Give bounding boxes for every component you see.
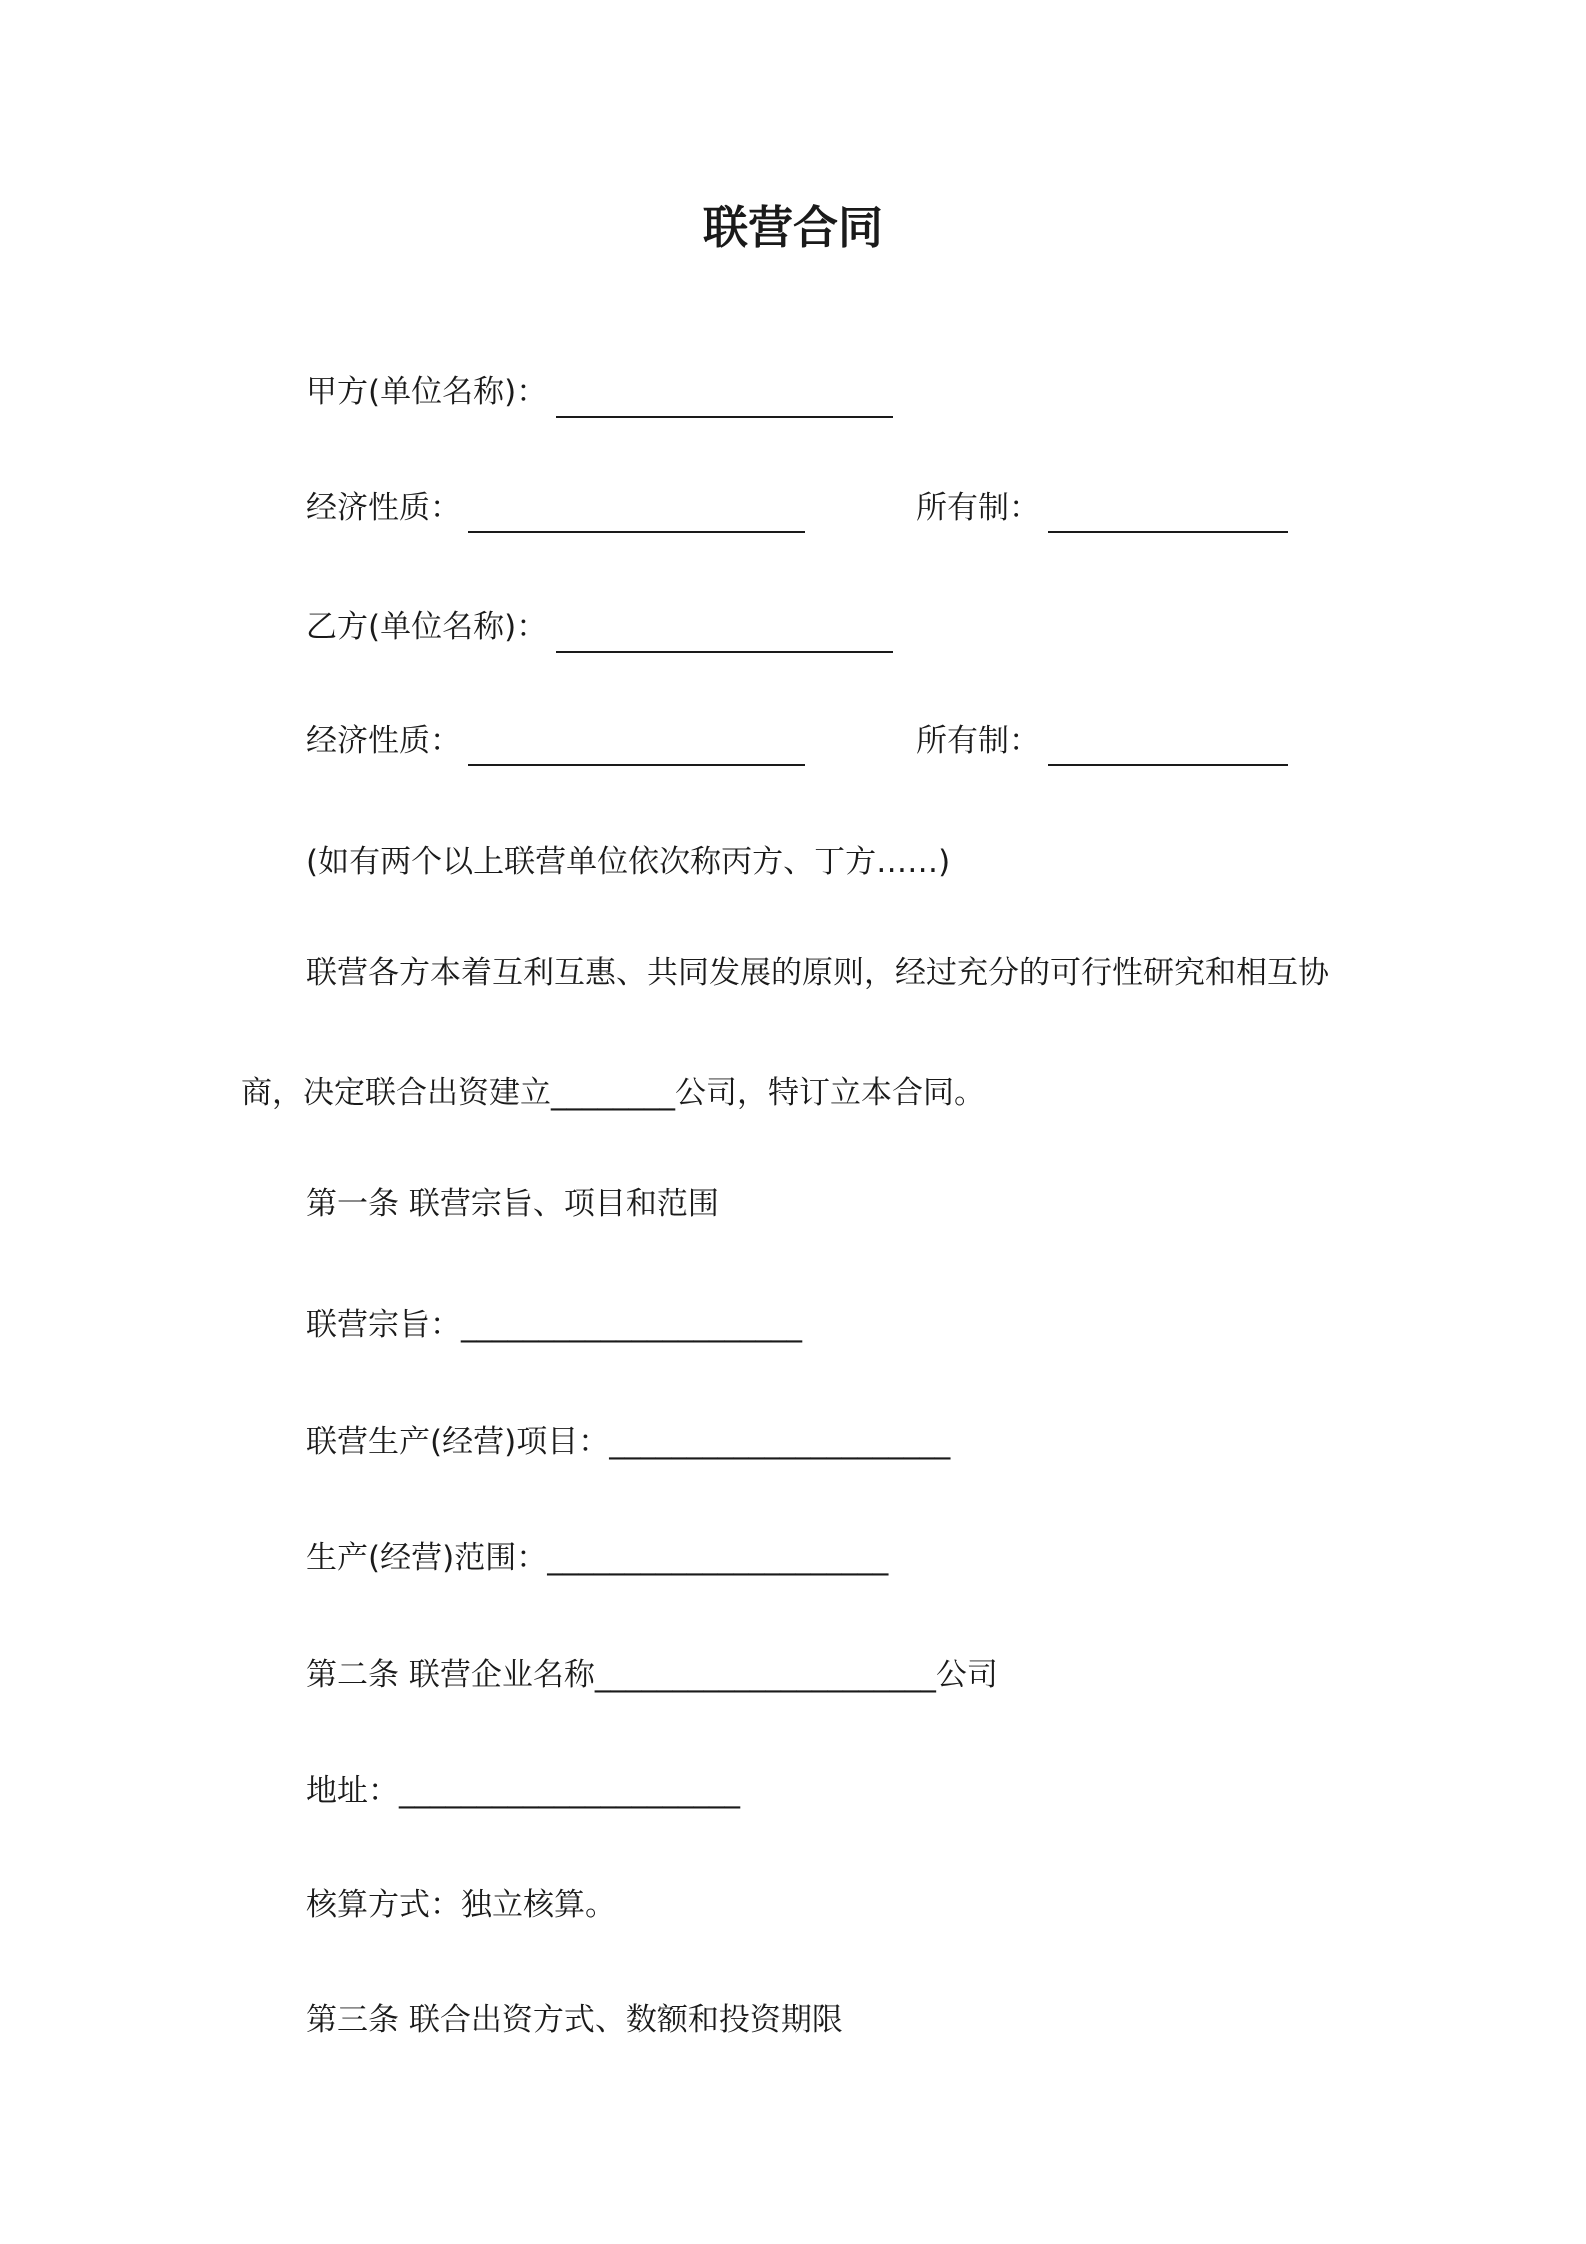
preamble-line-1: 联营各方本着互利互惠、共同发展的原则，经过充分的可行性研究和相互协 bbox=[306, 955, 1329, 991]
article-1-project: 联营生产(经营)项目：______________________ bbox=[306, 1424, 951, 1460]
document-title: 联营合同 bbox=[702, 201, 883, 254]
party-b-nature-label: 经济性质： bbox=[306, 723, 461, 759]
article-1-purpose: 联营宗旨：______________________ bbox=[306, 1307, 802, 1343]
party-a-nature-blank bbox=[468, 531, 805, 533]
article-2-address: 地址：______________________ bbox=[306, 1773, 740, 1809]
article-1-scope: 生产(经营)范围：______________________ bbox=[306, 1540, 889, 1576]
party-a-name-blank bbox=[556, 416, 893, 418]
party-a-name-label: 甲方(单位名称)： bbox=[306, 374, 548, 410]
party-b-name-label: 乙方(单位名称)： bbox=[306, 609, 548, 645]
article-2-accounting: 核算方式：独立核算。 bbox=[306, 1887, 616, 1923]
additional-parties-note: (如有两个以上联营单位依次称丙方、丁方……) bbox=[306, 844, 951, 880]
party-b-name-blank bbox=[556, 651, 893, 653]
preamble-line-2: 商，决定联合出资建立________公司，特订立本合同。 bbox=[241, 1075, 985, 1111]
article-3-heading: 第三条 联合出资方式、数额和投资期限 bbox=[306, 2002, 843, 2038]
party-b-nature-blank bbox=[468, 764, 805, 766]
party-b-ownership-blank bbox=[1048, 764, 1288, 766]
party-a-ownership-label: 所有制： bbox=[916, 490, 1040, 526]
party-b-ownership-label: 所有制： bbox=[916, 723, 1040, 759]
article-2-heading: 第二条 联营企业名称______________________公司 bbox=[306, 1657, 998, 1693]
party-a-nature-label: 经济性质： bbox=[306, 490, 461, 526]
party-a-ownership-blank bbox=[1048, 531, 1288, 533]
article-1-heading: 第一条 联营宗旨、项目和范围 bbox=[306, 1186, 719, 1222]
